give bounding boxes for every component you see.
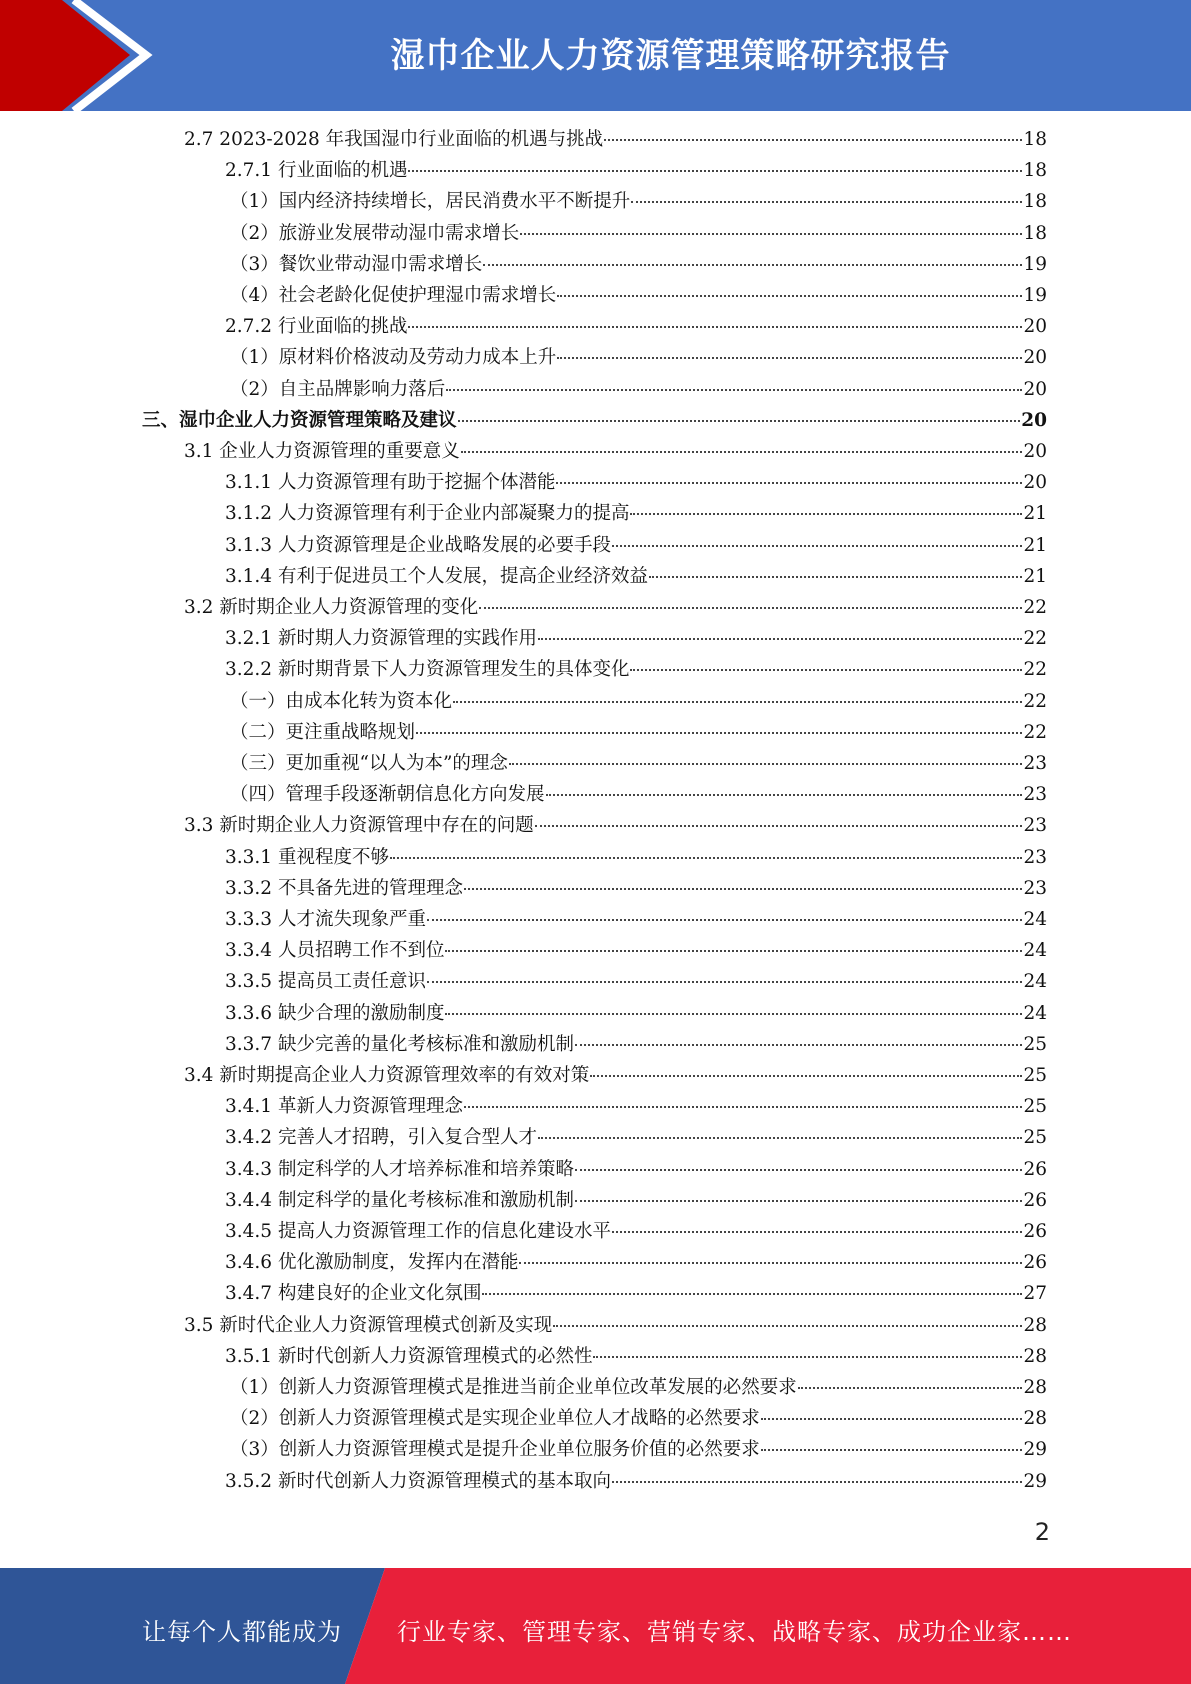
toc-entry-title: 3.3.7 缺少完善的量化考核标准和激励机制: [225, 1033, 574, 1055]
toc-dot-leader: [535, 825, 1023, 827]
toc-entry-title: 2.7 2023-2028 年我国湿巾行业面临的机遇与挑战: [184, 129, 604, 150]
toc-entry-page: 23: [1023, 815, 1047, 837]
toc-entry-page: 24: [1023, 971, 1047, 993]
toc-entry-page: 18: [1023, 160, 1047, 182]
toc-entry[interactable]: [225, 1280, 1047, 1308]
toc-dot-leader: [482, 1293, 1022, 1295]
toc-entry-title: 3.5.2 新时代创新人力资源管理模式的基本取向: [225, 1470, 611, 1492]
toc-entry-page: 20: [1023, 378, 1047, 400]
toc-dot-leader: [445, 950, 1022, 952]
toc-dot-leader: [761, 1418, 1023, 1420]
toc-entry[interactable]: [225, 656, 1047, 684]
toc-entry-page: 22: [1023, 628, 1047, 650]
toc-entry[interactable]: [230, 750, 1047, 778]
toc-entry[interactable]: [225, 625, 1047, 653]
document-title: 湿巾企业人力资源管理策略研究报告: [390, 36, 951, 76]
toc-entry-page: 28: [1023, 1345, 1047, 1367]
toc-entry-title: 3.3.3 人才流失现象严重: [225, 909, 426, 930]
toc-entry[interactable]: [225, 906, 1047, 934]
toc-dot-leader: [546, 794, 1023, 796]
toc-dot-leader: [630, 669, 1022, 671]
toc-entry-page: 25: [1023, 1065, 1047, 1086]
toc-entry[interactable]: [230, 376, 1047, 404]
toc-dot-leader: [575, 1044, 1022, 1046]
toc-entry[interactable]: [230, 719, 1047, 747]
toc-entry[interactable]: [225, 1000, 1047, 1028]
toc-entry-title: 3.4 新时期提高企业人力资源管理效率的有效对策: [184, 1065, 590, 1086]
toc-entry-page: 22: [1023, 597, 1047, 618]
toc-dot-leader: [408, 170, 1022, 172]
toc-entry-page: 19: [1023, 253, 1047, 275]
toc-dot-leader: [390, 857, 1022, 859]
toc-entry-page: 24: [1023, 940, 1047, 962]
toc-dot-leader: [612, 545, 1022, 547]
toc-entry-title: （1）创新人力资源管理模式是推进当前企业单位改革发展的必然要求: [230, 1377, 797, 1398]
toc-entry[interactable]: [225, 1343, 1047, 1371]
toc-entry-page: 27: [1023, 1283, 1047, 1305]
toc-entry-title: 3.1.4 有利于促进员工个人发展，提高企业经济效益: [225, 565, 648, 587]
toc-entry-page: 20: [1023, 316, 1047, 338]
toc-dot-leader: [519, 1262, 1022, 1264]
toc-dot-leader: [557, 357, 1022, 359]
toc-entry[interactable]: [230, 188, 1047, 216]
toc-dot-leader: [612, 1231, 1022, 1233]
toc-entry-title: 2.7.1 行业面临的机遇: [225, 160, 408, 182]
toc-entry[interactable]: [225, 1218, 1047, 1246]
toc-entry-page: 25: [1023, 1096, 1047, 1118]
toc-entry-page: 26: [1023, 1221, 1047, 1242]
toc-entry-page: 20: [1023, 347, 1047, 369]
toc-entry-title: （3）创新人力资源管理模式是提升企业单位服务价值的必然要求: [230, 1439, 760, 1461]
toc-entry-title: 3.3.4 人员招聘工作不到位: [225, 940, 445, 962]
toc-entry-title: 3.3.5 提高员工责任意识: [225, 971, 426, 993]
toc-entry[interactable]: [230, 220, 1047, 248]
toc-entry-page: 26: [1023, 1189, 1047, 1211]
toc-dot-leader: [575, 1169, 1022, 1171]
toc-entry-title: （4）社会老龄化促使护理湿巾需求增长: [230, 285, 557, 306]
toc-entry-title: 3.4.5 提高人力资源管理工作的信息化建设水平: [225, 1221, 611, 1242]
toc-entry[interactable]: [230, 251, 1047, 279]
toc-entry[interactable]: [184, 812, 1047, 840]
toc-dot-leader: [538, 638, 1022, 640]
toc-entry[interactable]: [230, 1405, 1047, 1433]
toc-entry[interactable]: [225, 1187, 1047, 1215]
toc-entry-title: 3.5 新时代企业人力资源管理模式创新及实现: [184, 1314, 553, 1336]
toc-entry-page: 24: [1023, 1002, 1047, 1024]
footer-slogan-left: 让每个人都能成为: [142, 1618, 342, 1646]
toc-entry-title: 3.1.2 人力资源管理有利于企业内部凝聚力的提高: [225, 503, 630, 525]
toc-entry-title: （3）餐饮业带动湿巾需求增长: [230, 253, 483, 275]
toc-entry[interactable]: [225, 968, 1047, 996]
toc-entry-title: 三、湿巾企业人力资源管理策略及建议: [142, 409, 457, 431]
toc-dot-leader: [416, 732, 1022, 734]
toc-entry[interactable]: [225, 875, 1047, 903]
toc-dot-leader: [427, 919, 1022, 921]
toc-dot-leader: [458, 420, 1021, 422]
toc-dot-leader: [590, 1075, 1022, 1077]
toc-entry-page: 20: [1021, 409, 1047, 431]
toc-entry[interactable]: [225, 313, 1047, 341]
toc-entry[interactable]: [225, 157, 1047, 185]
toc-entry-page: 29: [1023, 1439, 1047, 1461]
toc-entry-page: 24: [1023, 909, 1047, 930]
toc-entry-page: 23: [1023, 877, 1047, 899]
toc-entry[interactable]: [225, 1124, 1047, 1152]
toc-entry-page: 18: [1023, 191, 1047, 213]
toc-entry-page: 28: [1023, 1314, 1047, 1336]
toc-entry[interactable]: [225, 937, 1047, 965]
toc-dot-leader: [761, 1449, 1023, 1451]
toc-dot-leader: [479, 607, 1022, 609]
toc-entry[interactable]: [230, 282, 1047, 310]
toc-dot-leader: [427, 981, 1022, 983]
toc-entry-title: 3.3.1 重视程度不够: [225, 846, 389, 868]
toc-entry-page: 20: [1023, 441, 1047, 462]
toc-entry-page: 29: [1023, 1470, 1047, 1492]
toc-entry-page: 28: [1023, 1408, 1047, 1430]
toc-dot-leader: [575, 1200, 1022, 1202]
toc-dot-leader: [453, 701, 1022, 703]
toc-entry-title: 3.2.1 新时期人力资源管理的实践作用: [225, 628, 537, 650]
toc-entry[interactable]: [225, 1093, 1047, 1121]
toc-entry-page: 20: [1023, 472, 1047, 494]
toc-dot-leader: [630, 513, 1022, 515]
page-footer: [0, 1568, 1191, 1684]
toc-entry[interactable]: [184, 438, 1047, 466]
toc-entry-page: 28: [1023, 1377, 1047, 1398]
toc-entry[interactable]: [225, 844, 1047, 872]
toc-dot-leader: [461, 451, 1023, 453]
header-arrow-decoration: [0, 0, 160, 111]
toc-dot-leader: [408, 326, 1022, 328]
toc-entry-title: 3.1.3 人力资源管理是企业战略发展的必要手段: [225, 534, 611, 556]
toc-dot-leader: [557, 295, 1022, 297]
toc-entry-title: 3.4.3 制定科学的人才培养标准和培养策略: [225, 1158, 574, 1180]
toc-dot-leader: [538, 1137, 1022, 1139]
toc-dot-leader: [464, 888, 1022, 890]
toc-entry-title: 3.3 新时期企业人力资源管理中存在的问题: [184, 815, 534, 837]
toc-entry[interactable]: [230, 344, 1047, 372]
toc-entry-title: 3.3.6 缺少合理的激励制度: [225, 1002, 445, 1024]
toc-entry[interactable]: [230, 688, 1047, 716]
toc-entry-title: （2）旅游业发展带动湿巾需求增长: [230, 222, 520, 244]
toc-entry[interactable]: [230, 1436, 1047, 1464]
toc-dot-leader: [446, 389, 1022, 391]
toc-entry-title: 3.4.2 完善人才招聘，引入复合型人才: [225, 1127, 537, 1149]
toc-entry[interactable]: [184, 1062, 1047, 1090]
toc-entry[interactable]: [225, 500, 1047, 528]
toc-dot-leader: [509, 763, 1023, 765]
toc-dot-leader: [483, 264, 1022, 266]
toc-entry-title: （2）自主品牌影响力落后: [230, 378, 446, 400]
toc-entry-title: （1）原材料价格波动及劳动力成本上升: [230, 347, 557, 369]
toc-entry[interactable]: [225, 1156, 1047, 1184]
toc-entry[interactable]: [225, 1249, 1047, 1277]
toc-dot-leader: [604, 139, 1022, 141]
toc-entry-title: 3.4.4 制定科学的量化考核标准和激励机制: [225, 1189, 574, 1211]
toc-entry-page: 18: [1023, 129, 1047, 150]
toc-entry-page: 21: [1023, 534, 1047, 556]
toc-entry-page: 19: [1023, 285, 1047, 306]
toc-dot-leader: [520, 233, 1022, 235]
page-header: [0, 0, 1191, 111]
page-number: 2: [1034, 1518, 1050, 1546]
toc-entry-page: 23: [1023, 753, 1047, 774]
toc-entry[interactable]: [230, 1374, 1047, 1402]
toc-dot-leader: [445, 1013, 1022, 1015]
toc-dot-leader: [593, 1356, 1022, 1358]
toc-entry-title: 3.1 企业人力资源管理的重要意义: [184, 441, 460, 462]
toc-entry-title: （二）更注重战略规划: [230, 721, 416, 743]
toc-entry-title: 3.3.2 不具备先进的管理理念: [225, 877, 463, 899]
toc-dot-leader: [612, 1481, 1022, 1483]
toc-entry-page: 25: [1023, 1127, 1047, 1149]
toc-entry[interactable]: [184, 594, 1047, 622]
toc-entry-title: （1）国内经济持续增长，居民消费水平不断提升: [230, 191, 631, 213]
toc-entry-title: 3.2.2 新时期背景下人力资源管理发生的具体变化: [225, 659, 630, 681]
toc-entry-title: 3.1.1 人力资源管理有助于挖掘个体潜能: [225, 472, 556, 494]
toc-entry[interactable]: [230, 781, 1047, 809]
toc-entry[interactable]: [225, 469, 1047, 497]
toc-entry-page: 26: [1023, 1158, 1047, 1180]
toc-entry-title: 2.7.2 行业面临的挑战: [225, 316, 408, 338]
footer-slogan-right: 行业专家、管理专家、营销专家、战略专家、成功企业家……: [397, 1618, 1072, 1646]
toc-entry-title: 3.4.1 革新人力资源管理理念: [225, 1096, 463, 1118]
toc-entry-page: 26: [1023, 1252, 1047, 1274]
toc-entry[interactable]: [184, 1312, 1047, 1340]
toc-entry-page: 22: [1023, 690, 1047, 712]
toc-entry-title: （四）管理手段逐渐朝信息化方向发展: [230, 784, 545, 806]
toc-dot-leader: [556, 482, 1022, 484]
toc-entry-page: 25: [1023, 1033, 1047, 1055]
toc-entry-page: 22: [1023, 659, 1047, 681]
toc-entry-title: 3.5.1 新时代创新人力资源管理模式的必然性: [225, 1345, 593, 1367]
toc-entry-page: 22: [1023, 721, 1047, 743]
toc-entry-page: 21: [1023, 565, 1047, 587]
toc-entry[interactable]: [225, 1031, 1047, 1059]
toc-entry-title: 3.2 新时期企业人力资源管理的变化: [184, 597, 479, 618]
toc-dot-leader: [553, 1325, 1022, 1327]
toc-entry[interactable]: [184, 126, 1047, 154]
toc-entry-page: 23: [1023, 846, 1047, 868]
toc-entry-title: 3.4.6 优化激励制度，发挥内在潜能: [225, 1252, 519, 1274]
toc-entry[interactable]: [142, 407, 1047, 435]
toc-entry-page: 18: [1023, 222, 1047, 244]
toc-entry-page: 21: [1023, 503, 1047, 525]
toc-dot-leader: [798, 1387, 1023, 1389]
toc-dot-leader: [649, 576, 1022, 578]
toc-entry-title: （2）创新人力资源管理模式是实现企业单位人才战略的必然要求: [230, 1408, 760, 1430]
toc-entry[interactable]: [225, 532, 1047, 560]
toc-entry[interactable]: [225, 563, 1047, 591]
toc-entry-page: 23: [1023, 784, 1047, 806]
toc-dot-leader: [464, 1106, 1022, 1108]
toc-entry-title: 3.4.7 构建良好的企业文化氛围: [225, 1283, 482, 1305]
toc-dot-leader: [631, 201, 1022, 203]
toc-entry-title: （三）更加重视“以人为本”的理念: [230, 753, 508, 774]
toc-entry-title: （一）由成本化转为资本化: [230, 690, 453, 712]
toc-entry[interactable]: [225, 1468, 1047, 1496]
